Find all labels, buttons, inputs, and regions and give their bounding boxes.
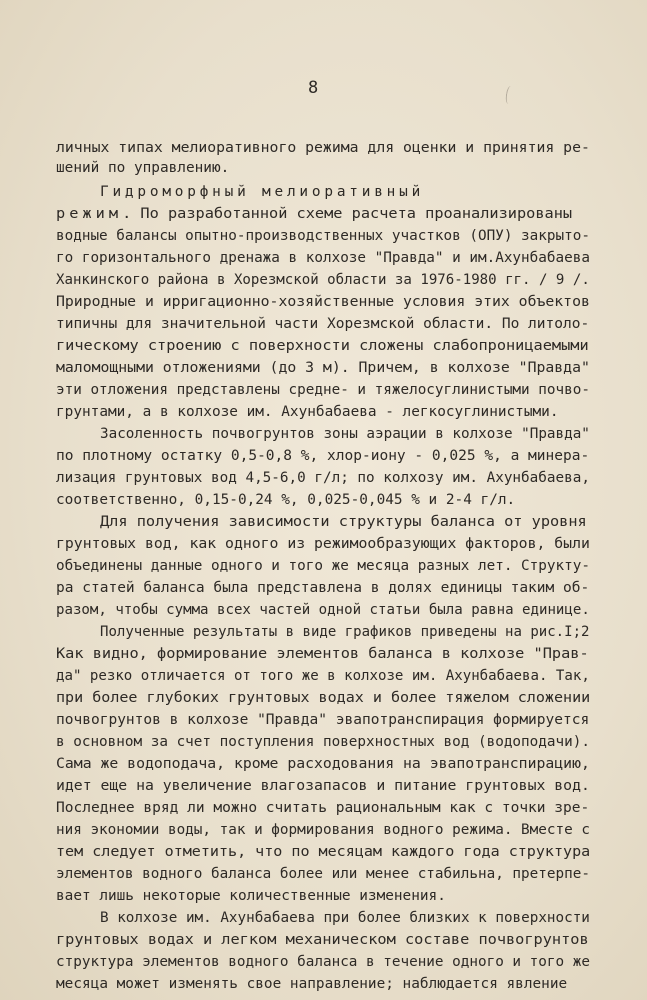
text-line: идет еще на увеличение влагозапасов и питание грунтовых вод. [56,778,590,794]
text-line: Природные и ирригационно-хозяйственные условия этих объектов [56,294,590,310]
text-line: ра статей баланса была представлена в долях единицы таким об- [56,580,590,596]
text-line: Для получения зависимости структуры баланса от уровня [100,514,587,530]
text-line: элементов водного баланса более или менее стабильна, претерпе- [56,866,590,882]
text-line: структура элементов водного баланса в течение одного и того же [56,954,590,970]
text-line: личных типах мелиоративного режима для оценки и принятия ре- [56,140,590,156]
line-rest: . По разработанной схеме расчета проанализированы [122,206,573,222]
text-line: Сама же водоподача, кроме расходования на эвапотранспирацию, [56,756,590,772]
text-line: типичны для значительной части Хорезмской области. По литоло- [56,316,590,332]
text-line: соответственно, 0,15-0,24 %, 0,025-0,045 % и 2-4 г/л. [56,492,516,508]
text-line: в основном за счет поступления поверхностных вод (водоподачи). [56,734,590,750]
text-line: Полученные результаты в виде графиков приведены на рис.I;2 [100,624,590,640]
text-line: маломощными отложениями (до 3 м). Причем, в колхозе "Правда" [56,360,590,376]
text-line: грунтовых водах и легком механическом составе почвогрунтов [56,932,589,948]
text-line: В колхозе им. Ахунбабаева при более близких к поверхности [100,910,590,926]
text-line: месяца может изменять свое направление; наблюдается явление [56,976,568,992]
text-line: Засоленность почвогрунтов зоны аэрации в колхозе "Правда" [100,426,590,442]
text-line: го горизонтального дренажа в колхозе "Правда" и им.Ахунбабаева [56,250,590,266]
heading-word: режим [56,206,123,222]
text-line: шений по управлению. [56,160,230,176]
text-line: гическому строению с поверхности сложены слабопроницаемыми [56,338,589,354]
text-line: грунтами, а в колхозе им. Ахунбабаева - легкосуглинистыми. [56,404,559,420]
text-line: да" резко отличается от того же в колхозе им. Ахунбабаева. Так, [56,668,590,684]
text-line: вает лишь некоторые количественные изменения. [56,888,446,904]
text-line: водные балансы опытно-производственных участков (ОПУ) закрыто- [56,228,590,244]
text-line: Последнее вряд ли можно считать рациональным как с точки зре- [56,800,590,816]
page-number: 8 [308,78,319,98]
text-line: ния экономии воды, так и формирования водного режима. Вместе с [56,822,590,838]
text-line: объединены данные одного и того же месяца разных лет. Структу- [56,558,590,574]
text-line: Как видно, формирование элементов баланса в колхозе "Прав- [56,646,589,662]
text-line: по плотному остатку 0,5-0,8 %, хлор-иону - 0,025 %, а минера- [56,448,590,464]
text-line: разом, чтобы сумма всех частей одной статьи была равна единице. [56,602,590,618]
text-line: тем следует отметить, что по месяцам каждого года структура [56,844,591,860]
text-line: Гидроморфный мелиоративный [100,184,425,200]
text-line: Ханкинского района в Хорезмской области за 1976-1980 гг. / 9 /. [56,272,590,288]
text-line: лизация грунтовых вод 4,5-6,0 г/л; по колхозу им. Ахунбабаева, [56,470,590,486]
text-line: эти отложения представлены средне- и тяжелосуглинистыми почво- [56,382,590,398]
text-line: почвогрунтов в колхозе "Правда" эвапотранспирация формируется [56,712,590,728]
text-line: при более глубоких грунтовых водах и более тяжелом сложении [56,690,591,706]
pencil-mark-icon [505,86,514,105]
text-line [56,204,572,226]
text-line: грунтовых вод, как одного из режимообразующих факторов, были [56,536,590,552]
